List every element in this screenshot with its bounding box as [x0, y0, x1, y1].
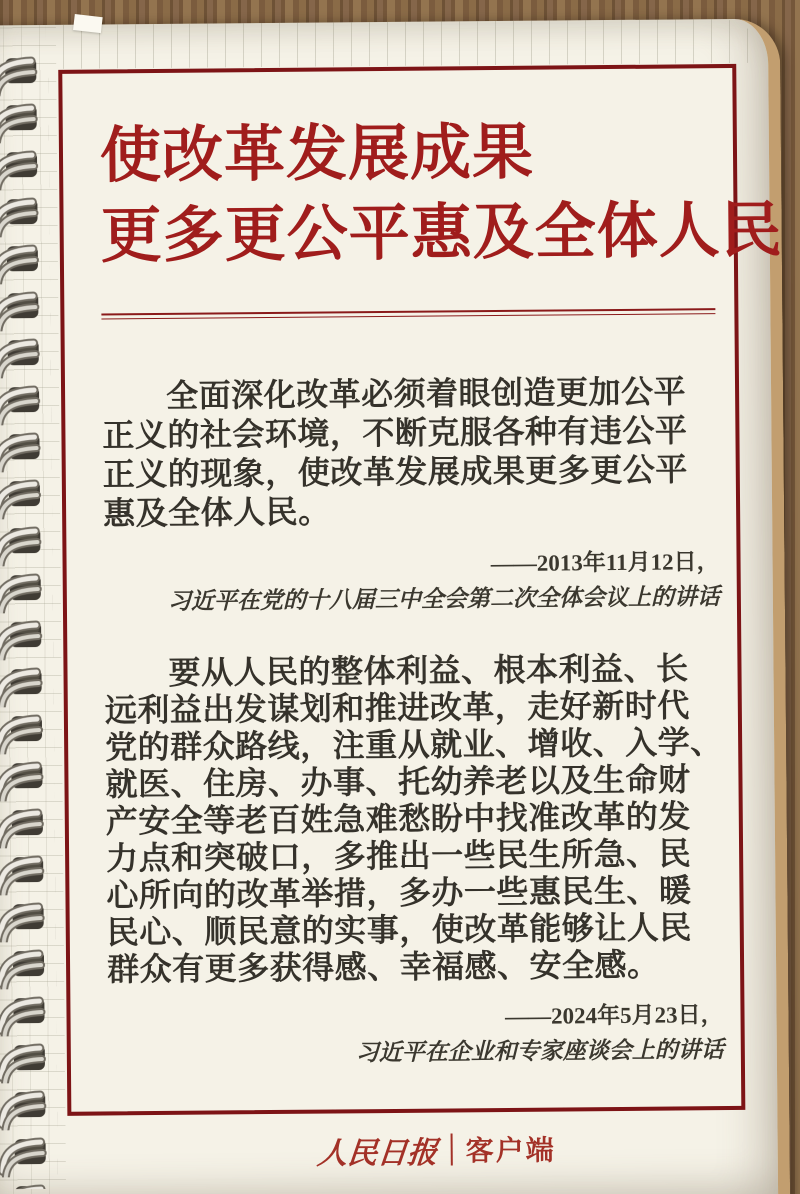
quote-1-line: 正义的社会环境，不断克服各种有违公平	[102, 412, 688, 454]
brand-logo	[46, 1124, 800, 1175]
quote-2-line: 群众有更多获得感、幸福感、安全感。	[106, 946, 660, 988]
quote-1-line: 惠及全体人民。	[102, 493, 331, 532]
quote-2-line: 民心、顺民意的实事，使改革能够让人民	[106, 909, 692, 951]
quote-2-line: 要从人民的整体利益、根本利益、长	[168, 650, 689, 691]
quote-2-line: 党的群众路线，注重从就业、增收、入学、	[105, 724, 723, 766]
logo-divider	[451, 1133, 453, 1165]
quote-block-1	[102, 372, 718, 619]
quote-2-line: 心所向的改革举措，多办一些惠民生、暖	[106, 872, 692, 914]
red-frame	[58, 64, 783, 1116]
spiral-binding-icon	[0, 49, 58, 1189]
quote-1-line: 全面深化改革必须着眼创造更加公平	[165, 373, 687, 414]
quote-1-source: 习近平在党的十八届三中全会第二次全体会议上的讲话	[167, 584, 720, 614]
quote-2-line: 远利益出发谋划和推进改革，走好新时代	[104, 687, 690, 729]
quote-1-date: ——2013年11月12日，	[490, 549, 720, 577]
paper-notch	[73, 14, 103, 33]
paper-grid-top	[46, 19, 764, 69]
peoples-daily-wordmark: 人民日报	[315, 1136, 439, 1171]
quote-2-line: 产安全等老百姓急难愁盼中找准改革的发	[105, 798, 691, 840]
quote-2-source: 习近平在企业和专家座谈会上的讲话	[355, 1037, 724, 1066]
client-app-label: 客户端	[465, 1134, 556, 1167]
title-line-1: 使改革发展成果	[99, 119, 535, 191]
frame-content	[99, 68, 783, 1072]
quote-block-2	[104, 650, 722, 1072]
page-title	[99, 112, 783, 277]
quote-2-date: ——2024年5月23日，	[504, 1002, 724, 1029]
quote-2-line: 力点和突破口，多推出一些民生所急、民	[105, 835, 692, 877]
quote-2-text	[104, 650, 723, 988]
quote-1-text	[102, 372, 719, 533]
title-line-2: 更多更公平惠及全体人民	[100, 197, 783, 271]
quote-2-attribution	[107, 997, 724, 1072]
quote-2-line: 就医、住房、办事、托幼养老以及生命财	[105, 761, 691, 803]
title-separator	[101, 308, 715, 319]
quote-1-line: 正义的现象，使改革发展成果更多更公平	[102, 451, 688, 493]
quote-1-attribution	[103, 544, 720, 619]
notebook-page	[0, 19, 790, 1194]
